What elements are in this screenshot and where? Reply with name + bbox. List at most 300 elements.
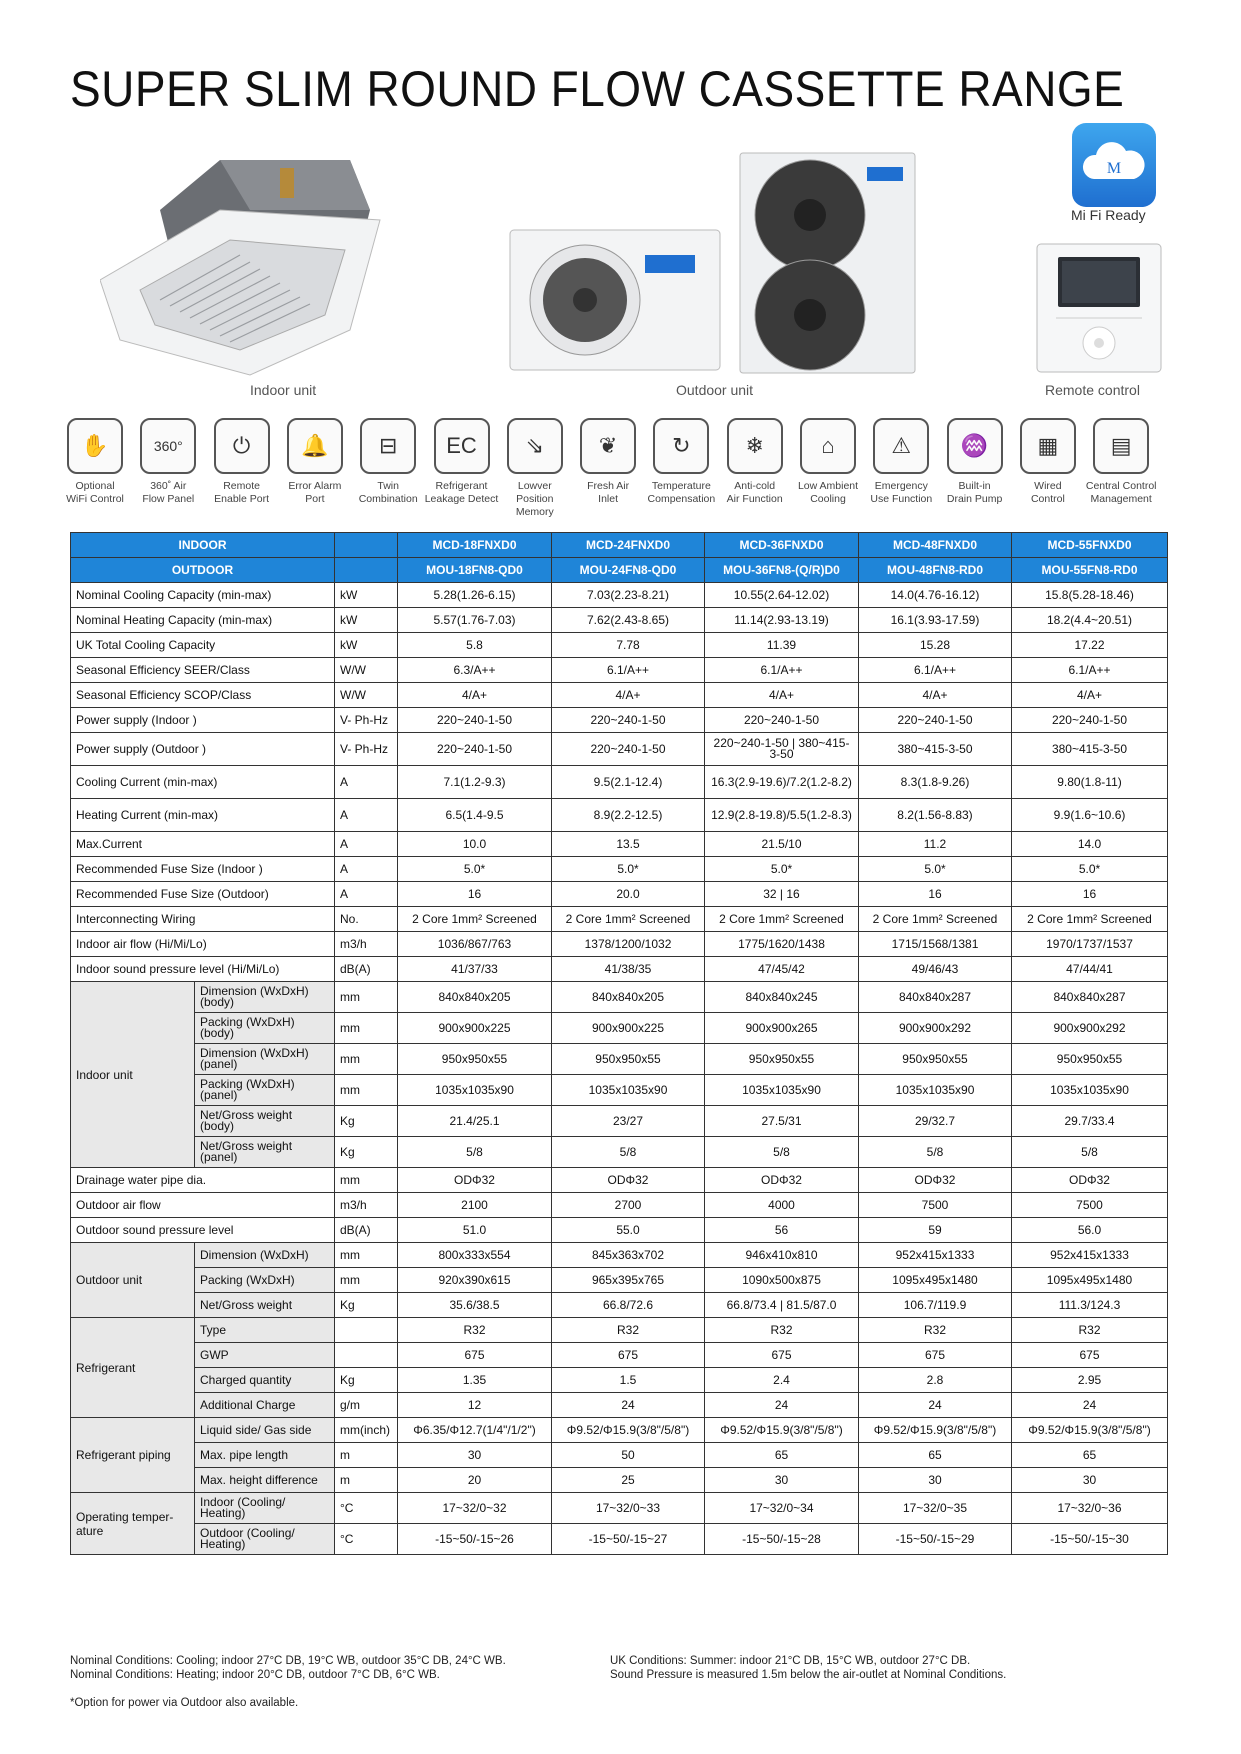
central-control-icon: ▤	[1093, 418, 1149, 474]
model-name: MCD-36FNXD0	[705, 533, 859, 558]
indoor-unit-image	[100, 150, 400, 380]
row-unit: A	[335, 799, 398, 832]
row-value: -15~50/-15~27	[552, 1524, 705, 1555]
row-value: Φ9.52/Φ15.9(3/8"/5/8")	[859, 1418, 1012, 1443]
row-value: 8.2(1.56-8.83)	[859, 799, 1012, 832]
row-value: 1715/1568/1381	[859, 932, 1012, 957]
row-value: 1035x1035x90	[398, 1075, 552, 1106]
row-value: 15.8(5.28-18.46)	[1012, 583, 1168, 608]
feature-label: Built-in Drain Pump	[946, 480, 1003, 505]
feature-label: Low Ambient Cooling	[797, 480, 859, 505]
row-value: 12	[398, 1393, 552, 1418]
feature-8	[644, 418, 718, 506]
row-value: 56	[705, 1218, 859, 1243]
table-row	[71, 1106, 1168, 1137]
row-value: ODΦ32	[705, 1168, 859, 1193]
row-value: 6.3/A++	[398, 658, 552, 683]
sub-label: Packing (WxDxH)	[195, 1268, 335, 1293]
model-name: MOU-48FN8-RD0	[859, 558, 1012, 583]
header-label: INDOOR	[71, 533, 335, 558]
row-value: 2.4	[705, 1368, 859, 1393]
row-unit: dB(A)	[335, 957, 398, 982]
table-row	[71, 882, 1168, 907]
row-value: 900x900x292	[1012, 1013, 1168, 1044]
feature-1	[131, 418, 205, 506]
row-value: Φ9.52/Φ15.9(3/8"/5/8")	[1012, 1418, 1168, 1443]
model-name: MCD-24FNXD0	[552, 533, 705, 558]
drain-pump-icon: ♒	[947, 418, 1003, 474]
feature-5	[425, 418, 499, 506]
row-value: R32	[705, 1318, 859, 1343]
row-unit: Kg	[335, 1293, 398, 1318]
row-value: 5.0*	[859, 857, 1012, 882]
row-unit: kW	[335, 583, 398, 608]
row-value: 1035x1035x90	[859, 1075, 1012, 1106]
row-unit: kW	[335, 608, 398, 633]
row-value: 675	[705, 1343, 859, 1368]
table-row	[71, 1318, 1168, 1343]
row-value: 380~415-3-50	[1012, 733, 1168, 766]
row-value: 11.39	[705, 633, 859, 658]
row-unit	[335, 1343, 398, 1368]
row-value: 50	[552, 1443, 705, 1468]
feature-label: Error Alarm Port	[288, 480, 342, 505]
row-label: Recommended Fuse Size (Outdoor)	[71, 882, 335, 907]
row-value: 950x950x55	[705, 1044, 859, 1075]
refrigerant-leakage-icon: EC	[434, 418, 490, 474]
note-sound-pressure: Sound Pressure is measured 1.5m below the air-outlet at Nominal Conditions.	[610, 1669, 1007, 1681]
table-row	[71, 1013, 1168, 1044]
row-value: -15~50/-15~26	[398, 1524, 552, 1555]
row-value: ODΦ32	[398, 1168, 552, 1193]
row-value: 840x840x287	[1012, 982, 1168, 1013]
row-value: 900x900x225	[398, 1013, 552, 1044]
row-value: 5/8	[859, 1137, 1012, 1168]
group-label: Outdoor unit	[71, 1243, 195, 1318]
row-value: 5/8	[552, 1137, 705, 1168]
row-unit: Kg	[335, 1106, 398, 1137]
row-value: 20	[398, 1468, 552, 1493]
table-row	[71, 1443, 1168, 1468]
note-option: *Option for power via Outdoor also available.	[70, 1697, 299, 1709]
row-value: 900x900x225	[552, 1013, 705, 1044]
row-value: 21.4/25.1	[398, 1106, 552, 1137]
row-label: Outdoor air flow	[71, 1193, 335, 1218]
row-value: 2.95	[1012, 1368, 1168, 1393]
feature-label: Optional WiFi Control	[66, 480, 124, 505]
row-value: 18.2(4.4~20.51)	[1012, 608, 1168, 633]
row-value: 220~240-1-50	[398, 733, 552, 766]
row-value: 5/8	[398, 1137, 552, 1168]
table-row	[71, 1044, 1168, 1075]
row-value: 1035x1035x90	[552, 1075, 705, 1106]
row-value: 5/8	[705, 1137, 859, 1168]
feature-2	[205, 418, 279, 506]
feature-label: Central Control Management	[1085, 480, 1157, 505]
row-value: 840x840x287	[859, 982, 1012, 1013]
row-value: 65	[705, 1443, 859, 1468]
row-value: R32	[552, 1318, 705, 1343]
note-nominal-cooling: Nominal Conditions: Cooling; indoor 27°C DB, 19°C WB, outdoor 35°C DB, 24°C WB.	[70, 1655, 506, 1667]
row-value: 11.14(2.93-13.19)	[705, 608, 859, 633]
row-value: 16	[1012, 882, 1168, 907]
row-value: 10.0	[398, 832, 552, 857]
row-value: 946x410x810	[705, 1243, 859, 1268]
row-value: -15~50/-15~30	[1012, 1524, 1168, 1555]
row-value: 1378/1200/1032	[552, 932, 705, 957]
emergency-use-icon: ⚠	[873, 418, 929, 474]
row-value: 10.55(2.64-12.02)	[705, 583, 859, 608]
sub-label: Max. height difference	[195, 1468, 335, 1493]
row-unit: mm	[335, 1168, 398, 1193]
row-label: Outdoor sound pressure level	[71, 1218, 335, 1243]
row-value: 9.80(1.8-11)	[1012, 766, 1168, 799]
row-label: Nominal Heating Capacity (min-max)	[71, 608, 335, 633]
row-value: 8.9(2.2-12.5)	[552, 799, 705, 832]
model-name: MCD-18FNXD0	[398, 533, 552, 558]
row-unit: °C	[335, 1524, 398, 1555]
feature-9	[718, 418, 792, 506]
row-unit: A	[335, 882, 398, 907]
row-value: 1095x495x1480	[1012, 1268, 1168, 1293]
row-value: 24	[859, 1393, 1012, 1418]
row-value: 17.22	[1012, 633, 1168, 658]
model-name: MOU-55FN8-RD0	[1012, 558, 1168, 583]
feature-4	[351, 418, 425, 506]
header-unit-blank	[335, 558, 398, 583]
row-value: 220~240-1-50 | 380~415-3-50	[705, 733, 859, 766]
sub-label: Net/Gross weight (body)	[195, 1106, 335, 1137]
row-unit: kW	[335, 633, 398, 658]
row-value: 840x840x205	[552, 982, 705, 1013]
row-value: 220~240-1-50	[859, 708, 1012, 733]
row-value: 13.5	[552, 832, 705, 857]
row-value: 220~240-1-50	[1012, 708, 1168, 733]
table-row	[71, 1243, 1168, 1268]
feature-label: Fresh Air Inlet	[587, 480, 630, 505]
sub-label: Dimension (WxDxH) (panel)	[195, 1044, 335, 1075]
row-unit: V- Ph-Hz	[335, 708, 398, 733]
outdoor-unit-image	[505, 145, 925, 380]
row-value: 845x363x702	[552, 1243, 705, 1268]
row-value: 23/27	[552, 1106, 705, 1137]
row-value: 21.5/10	[705, 832, 859, 857]
sub-label: GWP	[195, 1343, 335, 1368]
wifi-control-icon: ✋	[67, 418, 123, 474]
row-value: 2 Core 1mm² Screened	[552, 907, 705, 932]
row-value: R32	[1012, 1318, 1168, 1343]
row-unit: m	[335, 1468, 398, 1493]
row-value: 675	[552, 1343, 705, 1368]
row-value: -15~50/-15~29	[859, 1524, 1012, 1555]
row-value: ODΦ32	[859, 1168, 1012, 1193]
row-unit: m3/h	[335, 932, 398, 957]
row-value: 950x950x55	[398, 1044, 552, 1075]
row-value: 840x840x245	[705, 982, 859, 1013]
row-value: 14.0(4.76-16.12)	[859, 583, 1012, 608]
row-unit: g/m	[335, 1393, 398, 1418]
row-unit: mm	[335, 982, 398, 1013]
row-value: 15.28	[859, 633, 1012, 658]
feature-6	[498, 418, 572, 519]
remote-enable-port-icon: ⏻	[214, 418, 270, 474]
table-row	[71, 907, 1168, 932]
row-value: 5.0*	[1012, 857, 1168, 882]
row-label: Max.Current	[71, 832, 335, 857]
header-row	[71, 533, 1168, 558]
remote-control-caption: Remote control	[1045, 382, 1140, 398]
model-name: MOU-36FN8-(Q/R)D0	[705, 558, 859, 583]
table-row	[71, 982, 1168, 1013]
row-value: 900x900x292	[859, 1013, 1012, 1044]
row-label: Power supply (Indoor )	[71, 708, 335, 733]
row-value: -15~50/-15~28	[705, 1524, 859, 1555]
row-value: 49/46/43	[859, 957, 1012, 982]
row-value: 7.03(2.23-8.21)	[552, 583, 705, 608]
row-value: 5.57(1.76-7.03)	[398, 608, 552, 633]
fresh-air-inlet-icon: ❦	[580, 418, 636, 474]
airflow-360-icon: 360°	[140, 418, 196, 474]
louver-position-memory-icon: ⇘	[507, 418, 563, 474]
table-row	[71, 733, 1168, 766]
row-value: 2 Core 1mm² Screened	[1012, 907, 1168, 932]
row-unit: m3/h	[335, 1193, 398, 1218]
row-label: Heating Current (min-max)	[71, 799, 335, 832]
sub-label: Type	[195, 1318, 335, 1343]
row-label: UK Total Cooling Capacity	[71, 633, 335, 658]
row-value: 106.7/119.9	[859, 1293, 1012, 1318]
row-value: 5.0*	[705, 857, 859, 882]
group-label: Indoor unit	[71, 982, 195, 1168]
row-value: 4/A+	[705, 683, 859, 708]
feature-label: Twin Combination	[358, 480, 418, 505]
row-value: 14.0	[1012, 832, 1168, 857]
group-label: Refrigerant piping	[71, 1418, 195, 1493]
table-row	[71, 1343, 1168, 1368]
row-value: ODΦ32	[552, 1168, 705, 1193]
row-value: 11.2	[859, 832, 1012, 857]
row-value: R32	[859, 1318, 1012, 1343]
row-value: 4/A+	[1012, 683, 1168, 708]
row-value: 66.8/72.6	[552, 1293, 705, 1318]
spec-table	[70, 532, 1168, 1555]
group-label: Refrigerant	[71, 1318, 195, 1418]
row-value: 2 Core 1mm² Screened	[705, 907, 859, 932]
feature-11	[864, 418, 938, 506]
model-name: MOU-24FN8-QD0	[552, 558, 705, 583]
row-unit: A	[335, 857, 398, 882]
row-value: 5.28(1.26-6.15)	[398, 583, 552, 608]
row-value: 2100	[398, 1193, 552, 1218]
row-value: 950x950x55	[859, 1044, 1012, 1075]
table-row	[71, 832, 1168, 857]
row-value: 24	[552, 1393, 705, 1418]
sub-label: Net/Gross weight (panel)	[195, 1137, 335, 1168]
svg-text:M: M	[1106, 160, 1122, 177]
row-value: 675	[1012, 1343, 1168, 1368]
row-value: 7.62(2.43-8.65)	[552, 608, 705, 633]
row-value: 5/8	[1012, 1137, 1168, 1168]
row-value: 2 Core 1mm² Screened	[859, 907, 1012, 932]
row-value: 675	[859, 1343, 1012, 1368]
row-value: 47/44/41	[1012, 957, 1168, 982]
feature-label: Lowver Position Memory	[515, 480, 554, 518]
sub-label: Packing (WxDxH) (panel)	[195, 1075, 335, 1106]
table-row	[71, 1193, 1168, 1218]
row-value: 16	[859, 882, 1012, 907]
row-value: 17~32/0~34	[705, 1493, 859, 1524]
note-uk-conditions: UK Conditions: Summer: indoor 21°C DB, 15°C WB, outdoor 27°C DB.	[610, 1655, 971, 1667]
table-row	[71, 1393, 1168, 1418]
row-value: 16.1(3.93-17.59)	[859, 608, 1012, 633]
sub-label: Charged quantity	[195, 1368, 335, 1393]
row-value: 55.0	[552, 1218, 705, 1243]
row-label: Indoor sound pressure level (Hi/Mi/Lo)	[71, 957, 335, 982]
row-value: 16	[398, 882, 552, 907]
row-value: 59	[859, 1218, 1012, 1243]
temperature-compensation-icon: ↻	[653, 418, 709, 474]
table-row	[71, 583, 1168, 608]
row-value: 7500	[859, 1193, 1012, 1218]
table-row	[71, 1368, 1168, 1393]
table-row	[71, 1268, 1168, 1293]
sub-label: Packing (WxDxH) (body)	[195, 1013, 335, 1044]
row-label: Interconnecting Wiring	[71, 907, 335, 932]
notes-right	[610, 1654, 1006, 1682]
row-unit: °C	[335, 1493, 398, 1524]
table-row	[71, 1418, 1168, 1443]
row-value: 1095x495x1480	[859, 1268, 1012, 1293]
group-label: Operating temper-ature	[71, 1493, 195, 1555]
row-value: Φ9.52/Φ15.9(3/8"/5/8")	[705, 1418, 859, 1443]
table-row	[71, 1493, 1168, 1524]
table-row	[71, 1218, 1168, 1243]
row-value: 5.0*	[552, 857, 705, 882]
row-label: Drainage water pipe dia.	[71, 1168, 335, 1193]
sub-label: Liquid side/ Gas side	[195, 1418, 335, 1443]
notes-left	[70, 1654, 506, 1710]
row-value: 6.1/A++	[552, 658, 705, 683]
row-value: 20.0	[552, 882, 705, 907]
row-label: Cooling Current (min-max)	[71, 766, 335, 799]
row-value: 29.7/33.4	[1012, 1106, 1168, 1137]
header-unit-blank	[335, 533, 398, 558]
table-row	[71, 1168, 1168, 1193]
row-value: 1036/867/763	[398, 932, 552, 957]
row-value: 7.78	[552, 633, 705, 658]
row-unit: mm	[335, 1268, 398, 1293]
row-value: 65	[859, 1443, 1012, 1468]
mifi-label: Mi Fi Ready	[1071, 207, 1146, 223]
table-row	[71, 857, 1168, 882]
row-unit: m	[335, 1443, 398, 1468]
row-value: 30	[859, 1468, 1012, 1493]
row-value: 8.3(1.8-9.26)	[859, 766, 1012, 799]
row-label: Seasonal Efficiency SCOP/Class	[71, 683, 335, 708]
row-value: 66.8/73.4 | 81.5/87.0	[705, 1293, 859, 1318]
feature-label: Wired Control	[1030, 480, 1065, 505]
remote-control-image	[1036, 243, 1162, 373]
row-label: Recommended Fuse Size (Indoor )	[71, 857, 335, 882]
feature-10	[791, 418, 865, 506]
mifi-cloud-icon	[1072, 123, 1156, 207]
sub-label: Dimension (WxDxH) (body)	[195, 982, 335, 1013]
sub-label: Net/Gross weight	[195, 1293, 335, 1318]
feature-12	[938, 418, 1012, 506]
row-value: 4/A+	[859, 683, 1012, 708]
row-value: 30	[705, 1468, 859, 1493]
row-value: 30	[398, 1443, 552, 1468]
row-value: 7.1(1.2-9.3)	[398, 766, 552, 799]
row-value: 220~240-1-50	[398, 708, 552, 733]
sub-label: Additional Charge	[195, 1393, 335, 1418]
row-unit: W/W	[335, 683, 398, 708]
row-value: 950x950x55	[552, 1044, 705, 1075]
feature-7	[571, 418, 645, 506]
row-value: 25	[552, 1468, 705, 1493]
row-value: 6.1/A++	[705, 658, 859, 683]
row-value: 51.0	[398, 1218, 552, 1243]
row-unit: A	[335, 832, 398, 857]
model-name: MCD-48FNXD0	[859, 533, 1012, 558]
table-row	[71, 1524, 1168, 1555]
table-row	[71, 633, 1168, 658]
row-value: 16.3(2.9-19.6)/7.2(1.2-8.2)	[705, 766, 859, 799]
feature-3	[278, 418, 352, 506]
row-value: 4000	[705, 1193, 859, 1218]
table-row	[71, 799, 1168, 832]
row-value: Φ9.52/Φ15.9(3/8"/5/8")	[552, 1418, 705, 1443]
row-value: 1.35	[398, 1368, 552, 1393]
row-value: 4/A+	[398, 683, 552, 708]
row-value: 6.1/A++	[859, 658, 1012, 683]
row-value: 29/32.7	[859, 1106, 1012, 1137]
feature-label: Emergency Use Function	[870, 480, 933, 505]
model-name: MCD-55FNXD0	[1012, 533, 1168, 558]
row-unit: A	[335, 766, 398, 799]
row-value: 950x950x55	[1012, 1044, 1168, 1075]
feature-13	[1011, 418, 1085, 506]
row-value: 220~240-1-50	[552, 708, 705, 733]
feature-label: Remote Enable Port	[214, 480, 270, 505]
anti-cold-air-icon: ❄	[727, 418, 783, 474]
row-unit: mm	[335, 1013, 398, 1044]
row-value: 9.5(2.1-12.4)	[552, 766, 705, 799]
row-value: 952x415x1333	[1012, 1243, 1168, 1268]
table-row	[71, 608, 1168, 633]
error-alarm-port-icon: 🔔	[287, 418, 343, 474]
row-unit: mm(inch)	[335, 1418, 398, 1443]
row-label: Nominal Cooling Capacity (min-max)	[71, 583, 335, 608]
row-value: 5.8	[398, 633, 552, 658]
row-value: 6.5(1.4-9.5	[398, 799, 552, 832]
row-value: 1035x1035x90	[1012, 1075, 1168, 1106]
sub-label: Outdoor (Cooling/ Heating)	[195, 1524, 335, 1555]
note-nominal-heating: Nominal Conditions: Heating; indoor 20°C DB, outdoor 7°C DB, 6°C WB.	[70, 1669, 440, 1681]
row-value: ODΦ32	[1012, 1168, 1168, 1193]
indoor-unit-caption: Indoor unit	[250, 382, 317, 398]
row-value: 17~32/0~35	[859, 1493, 1012, 1524]
table-row	[71, 658, 1168, 683]
page-title: SUPER SLIM ROUND FLOW CASSETTE RANGE	[70, 61, 1125, 117]
row-value: 1.5	[552, 1368, 705, 1393]
row-value: 6.1/A++	[1012, 658, 1168, 683]
row-unit: dB(A)	[335, 1218, 398, 1243]
row-value: 17~32/0~33	[552, 1493, 705, 1524]
row-value: 1035x1035x90	[705, 1075, 859, 1106]
feature-14	[1084, 418, 1158, 506]
row-label: Indoor air flow (Hi/Mi/Lo)	[71, 932, 335, 957]
